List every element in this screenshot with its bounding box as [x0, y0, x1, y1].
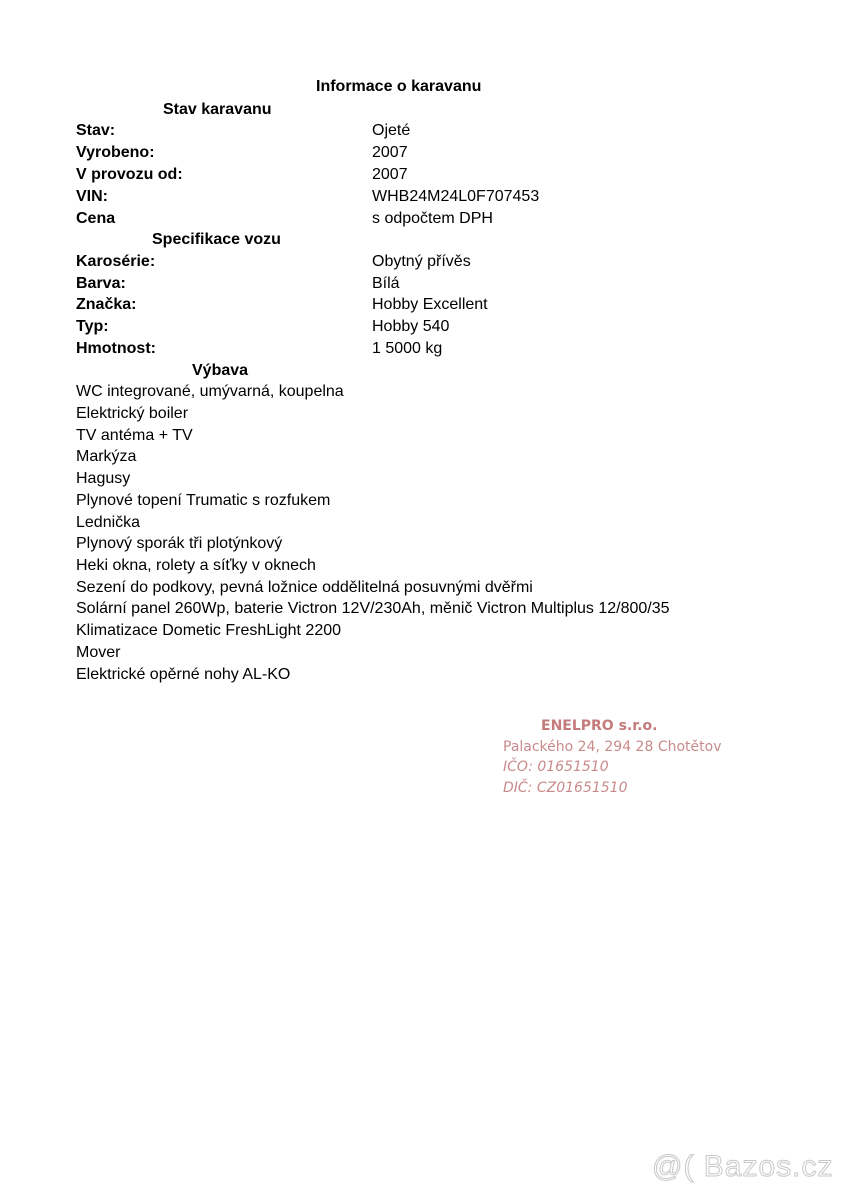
equipment-item: Plynové topení Trumatic s rozfukem: [76, 492, 331, 509]
info-row: [76, 296, 676, 318]
row-value: 1 5000 kg: [372, 340, 443, 357]
equipment-item: Heki okna, rolety a síťky v oknech: [76, 557, 316, 574]
row-label: Karosérie:: [76, 253, 156, 270]
bazos-watermark: @( Bazos.cz: [652, 1150, 834, 1183]
info-row: [76, 166, 676, 188]
row-label: V provozu od:: [76, 166, 183, 183]
info-row: [76, 318, 676, 340]
row-value: Hobby Excellent: [372, 296, 488, 313]
company-stamp: [503, 716, 721, 798]
equipment-item: Hagusy: [76, 470, 131, 487]
info-row: [76, 340, 676, 362]
row-value: Obytný přívěs: [372, 253, 471, 270]
row-label: Typ:: [76, 318, 109, 335]
equipment-item: Elektrický boiler: [76, 405, 189, 422]
row-value: Hobby 540: [372, 318, 450, 335]
row-label: VIN:: [76, 188, 108, 205]
row-value: 2007: [372, 166, 408, 183]
equipment-item: Elektrické opěrné nohy AL-KO: [76, 666, 291, 683]
row-label: Cena: [76, 210, 116, 227]
info-row: [76, 122, 676, 144]
equipment-item: Sezení do podkovy, pevná ložnice oddělitelná posuvnými dvěřmi: [76, 579, 533, 596]
row-value: s odpočtem DPH: [372, 210, 493, 227]
row-label: Značka:: [76, 296, 137, 313]
info-row: [76, 210, 676, 232]
info-row: [76, 144, 676, 166]
info-row: [76, 253, 676, 275]
equipment-item: Lednička: [76, 514, 141, 531]
stamp-address: Palackého 24, 294 28 Chotětov: [503, 738, 722, 755]
equipment-item: Mover: [76, 644, 121, 661]
row-label: Barva:: [76, 275, 126, 292]
equipment-item: Markýza: [76, 448, 137, 465]
equipment-item: Klimatizace Dometic FreshLight 2200: [76, 622, 342, 639]
row-value: Ojeté: [372, 122, 411, 139]
row-value: Bílá: [372, 275, 400, 292]
stamp-company: ENELPRO s.r.o.: [541, 718, 658, 734]
row-label: Hmotnost:: [76, 340, 156, 357]
equipment-item: Solární panel 260Wp, baterie Victron 12V/230Ah, měnič Victron Multiplus 12/800/35: [76, 600, 670, 617]
equipment-item: WC integrované, umývarná, koupelna: [76, 383, 344, 400]
info-row: [76, 275, 676, 297]
row-label: Stav:: [76, 122, 116, 139]
equipment-item: TV antéma + TV: [76, 427, 193, 444]
row-value: 2007: [372, 144, 408, 161]
section-heading-stav: Stav karavanu: [163, 101, 272, 118]
section-heading-spec: Specifikace vozu: [152, 231, 281, 248]
document-title: Informace o karavanu: [316, 78, 482, 95]
stamp-ico: IČO: 01651510: [503, 759, 609, 775]
info-row: [76, 188, 676, 210]
equipment-item: Plynový sporák tři plotýnkový: [76, 535, 283, 552]
row-label: Vyrobeno:: [76, 144, 155, 161]
row-value: WHB24M24L0F707453: [372, 188, 540, 205]
section-heading-vybava: Výbava: [192, 362, 249, 379]
stamp-dic: DIČ: CZ01651510: [503, 779, 628, 796]
